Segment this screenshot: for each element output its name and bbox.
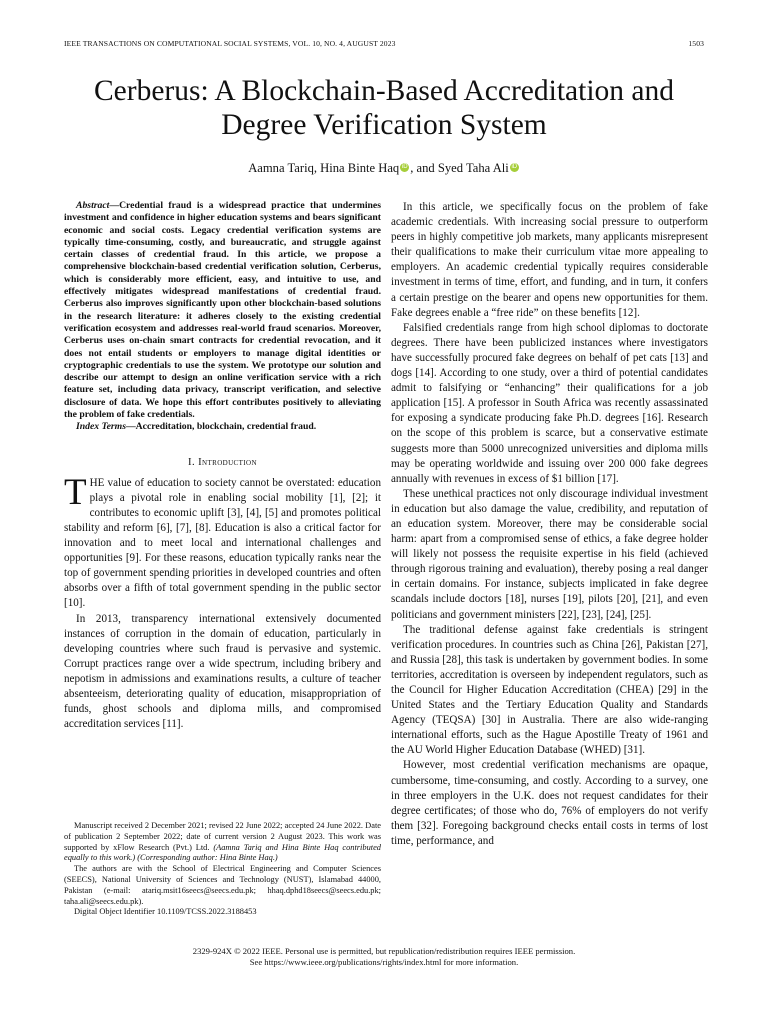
abstract <box>64 200 381 421</box>
body-paragraph-3: These unethical practices not only discourage individual investment in education but also damage the value, credibility, and reputation of an education system. Moreover, there may be considerable social harm: apart from a compromised sense of ethics, a fake degree holder will likely not possess the requisite expertise in his field (achieved through rigorous training and evaluation), thereby posing a real danger in certain domains. For instance, subjects implicated in fake degree scandals include doctors [18], nurses [19], pilots [20], [21], and even politicians and government ministers [22], [23], [24], [25]. <box>391 487 708 621</box>
authors-part-2: , and Syed Taha Ali <box>410 161 509 175</box>
section-heading-introduction <box>64 455 381 470</box>
title-line-2: Degree Verification System <box>221 109 547 141</box>
intro-first-word: HE <box>89 476 105 489</box>
intro-paragraph-1-text: value of education to society cannot be overstated: education plays a pivotal role in enabling social mobility [1], [2]; it contributes to economic uplift [3], [4], [5] and promotes political stability and reform [6], [7], [8]. Education is also a critical factor for innovation and to meet local and international challenges and opportunities [9]. For these reasons, education typically ranks near the top of government spending priorities in developed countries and often absorbs over a fifth of total government spending in the public sector [10]. <box>64 476 381 610</box>
intro-paragraph-2: In 2013, transparency international extensively documented instances of corruption in the domain of education, particularly in developing countries where such fraud is pervasive and systemic. Corrupt practices range over a wide spectrum, including bribery and nepotism in admissions and examinations results, a culture of teacher absenteeism, deteriorating quality of education, misappropriation of funds, ghost schools and diploma mills, and compromised accreditation services [11]. <box>64 612 381 731</box>
first-page-footnote <box>64 821 381 918</box>
orcid-icon[interactable]: iD <box>401 164 408 170</box>
orcid-icon[interactable]: iD <box>511 164 518 170</box>
abstract-text: Credential fraud is a widespread practice that undermines investment and confidence in higher education systems and bears significant economic and social costs. Legacy credential verification systems are typically time-consuming, costly, and bureaucratic, and struggle against certain classes of credential fraud. In this article, we propose a comprehensive blockchain-based credential verification solution, Cerberus, which is considerably more efficient, easy, and intuitive to use, and effectively mitigates widespread manifestations of credential fraud. Cerberus also improves significantly upon other blockchain-based solutions in the research literature: it adheres closely to the existing credential verification ecosystem and addresses real-world fraud scenarios. Moreover, Cerberus uses on-chain smart contracts for credential revocation, and it does not entail students or employers to manage digital identities or cryptographic credentials to use the system. We prototype our solution and describe our attempt to design an online verification service with a rich feature set, including data privacy, transcript verification, and selective disclosure of data. We hope this effort contributes positively to alleviating the problem of fake credentials. <box>64 200 381 421</box>
journal-name: IEEE TRANSACTIONS ON COMPUTATIONAL SOCIAL SYSTEMS, VOL. 10, NO. 4, AUGUST 2023 <box>64 39 396 48</box>
footnote-manuscript <box>64 821 381 864</box>
paper-title <box>40 74 728 142</box>
drop-cap: T <box>64 471 87 513</box>
index-terms-dash: — <box>125 421 136 433</box>
index-terms-text: Accreditation, blockchain, credential fraud. <box>135 421 317 433</box>
footnote-affiliation: The authors are with the School of Electrical Engineering and Computer Sciences (SEECS), National University of Sciences and Technology (NUST), Islamabad 44000, Pakistan (e-mail: atariq.msit16seecs@seecs.edu.pk; hhaq.dphd18seecs@seecs.edu.pk; taha.ali@seecs.edu.pk). <box>64 864 381 906</box>
right-column <box>391 200 708 849</box>
running-header <box>64 39 704 51</box>
footnote-contribution-note: (Aamna Tariq and Hina Binte Haq contributed equally to this work.) (Corresponding author: Hina Binte Haq.) <box>64 842 381 863</box>
section-number: I. <box>188 456 199 468</box>
copyright-line-2: See https://www.ieee.org/publications/rights/index.html for more information. <box>249 957 519 967</box>
title-line-1: Cerberus: A Blockchain-Based Accreditation and <box>93 75 674 107</box>
body-paragraph-4: The traditional defense against fake credentials is stringent verification procedures. In countries such as China [26], Pakistan [27], and Russia [28], this task is undertaken by government bodies. In some territories, accreditation is overseen by independent regulators, such as the Council for Higher Education Accreditation (CHEA) [29] in the United States and the Tertiary Education Quality and Standards Agency (TEQSA) [30] in Australia. There are also wide-ranging international efforts, such as the Hague Apostille Treaty of 1961 and the AU World Higher Education Database (WHED) [31]. <box>391 623 708 757</box>
copyright-line-1: 2329-924X © 2022 IEEE. Personal use is permitted, but republication/redistribution requires IEEE permission. <box>192 946 576 956</box>
footnote-manuscript-text: Manuscript received 2 December 2021; revised 22 June 2022; accepted 24 June 2022. Date of publication 2 September 2022; date of current version 2 August 2023. This work was supported by xFlow Research (Pvt.) Ltd. <box>64 821 381 852</box>
body-paragraph-2: Falsified credentials range from high school diplomas to doctorate degrees. There have been publicized instances where investigators have successfully procured fake degrees on behalf of pet cats [13] and dogs [14]. According to one study, over a third of potential candidates admit to falsifying or “enhancing” their qualifications for a job application [15]. A professor in South Africa was recently assassinated for exposing a syndicate producing fake Ph.D. degrees [16]. Research on the scope of this problem is scarce, but a conservative estimate suggests more than 5000 unrecognized universities and diploma mills may be operating worldwide and issuing over 200 000 fake degrees annually with revenues in excess of $1 billion [17]. <box>391 321 708 485</box>
footnote-doi: Digital Object Identifier 10.1109/TCSS.2022.3188453 <box>74 907 257 917</box>
copyright-notice <box>64 946 704 968</box>
body-paragraph-1: In this article, we specifically focus on the problem of fake academic credentials. With increasing social pressure to outperform peers in highly competitive job markets, many applicants misrepresent their qualifications to make their curriculum vitae more appealing to employers. An academic credential typically requires considerable investment in terms of time, effort, and funding, and in turn, it confers a certain prestige on the bearer and opens new opportunities for them. Fake degrees enable a “free ride” on these benefits [12]. <box>391 201 708 319</box>
author-list <box>64 161 704 176</box>
page-number: 1503 <box>688 39 704 48</box>
body-paragraph-5: However, most credential verification mechanisms are opaque, cumbersome, time-consuming, and costly. According to a survey, one in three employers in the U.K. does not request candidates for their degree certificates; of those who do, 76% of employers do not verify them [32]. Foregoing background checks entail costs in terms of lost time, performance, and <box>391 759 708 847</box>
authors-part-1: Aamna Tariq, Hina Binte Haq <box>248 161 400 175</box>
index-terms <box>64 421 381 433</box>
left-column <box>64 200 381 732</box>
intro-paragraph-1 <box>64 471 381 612</box>
index-terms-label: Index Terms <box>76 421 126 433</box>
abstract-dash: — <box>109 200 120 211</box>
section-title: Introduction <box>198 456 257 468</box>
abstract-label: Abstract <box>76 200 110 211</box>
